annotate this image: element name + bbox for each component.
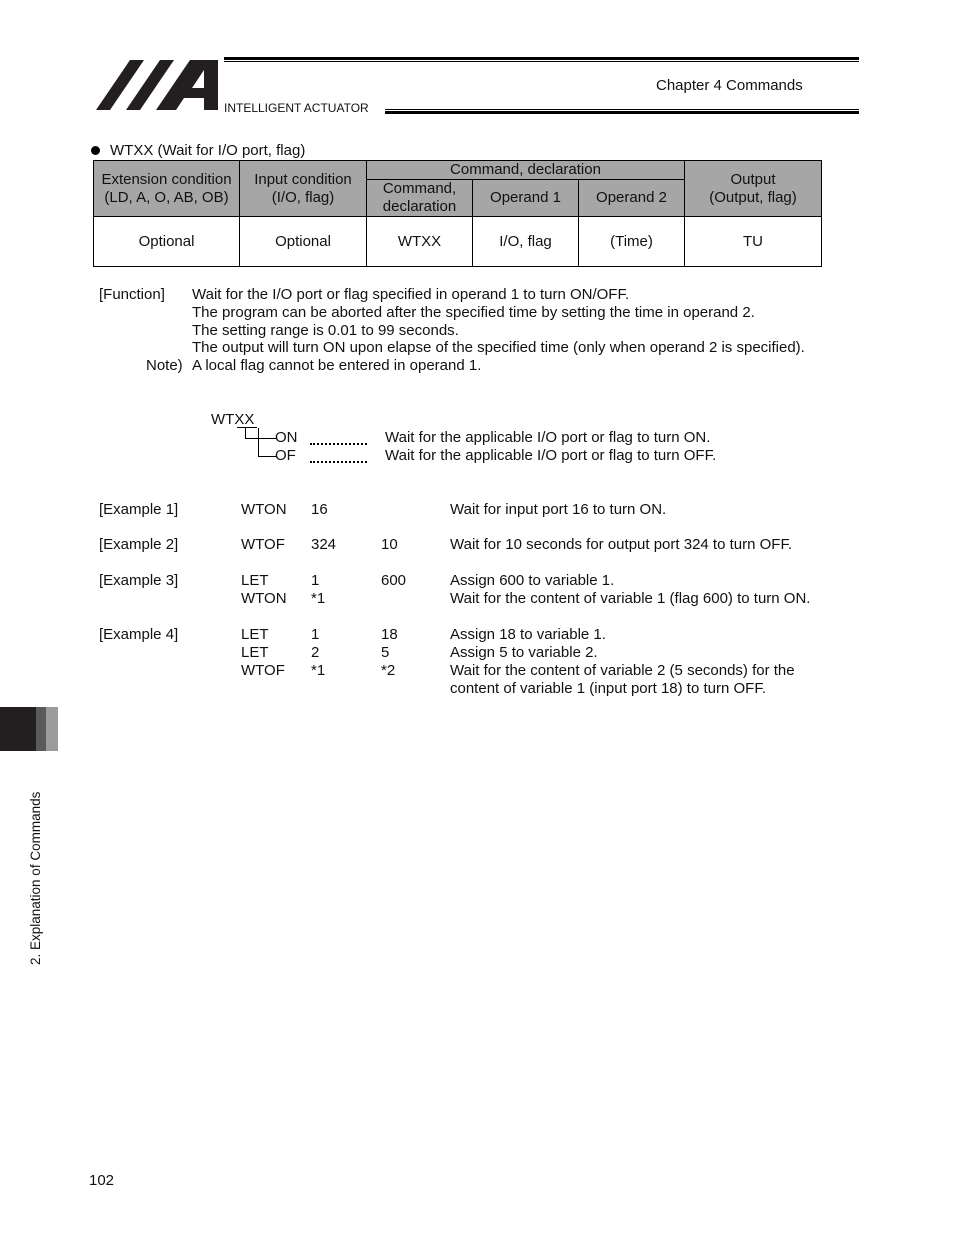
example-command: LET [241, 626, 269, 643]
example-operand-1: 1 [311, 626, 320, 643]
diagram-root: WTXX [211, 411, 255, 428]
example-operand-2: 600 [381, 572, 407, 589]
function-line: The program can be aborted after the specified time by setting the time in operand 2. [192, 304, 755, 321]
side-tab-block [0, 707, 36, 751]
header-extension-condition: Extension condition (LD, A, O, AB, OB) [94, 161, 240, 217]
branch-code-on: ON [275, 429, 298, 446]
cell-command: WTXX [367, 217, 473, 267]
example-description: Wait for the content of variable 1 (flag 600) to turn ON. [450, 590, 811, 607]
example-label: [Example 1] [99, 501, 179, 518]
cell-output: TU [685, 217, 822, 267]
example-command: WTOF [241, 662, 285, 679]
header-command-group: Command, declaration [367, 161, 685, 180]
example-label: [Example 3] [99, 572, 179, 589]
example-command: WTOF [241, 536, 285, 553]
example-operand-1: 2 [311, 644, 320, 661]
header-rule-bottom [385, 111, 859, 114]
header-rule-bottom-thin [385, 109, 859, 110]
example-description: content of variable 1 (input port 18) to turn OFF. [450, 680, 766, 697]
example-operand-1: 1 [311, 572, 320, 589]
bullet-icon [91, 146, 100, 155]
header-operand-2: Operand 2 [579, 180, 685, 217]
command-table [93, 160, 822, 267]
branch-connector [258, 428, 276, 457]
example-operand-1: 324 [311, 536, 337, 553]
example-operand-2: 5 [381, 644, 390, 661]
header-rule-top-thin [224, 61, 859, 62]
note-label: Note) [146, 357, 183, 374]
example-description: Assign 5 to variable 2. [450, 644, 598, 661]
example-label: [Example 2] [99, 536, 179, 553]
leader-dots [310, 443, 367, 445]
example-description: Wait for input port 16 to turn ON. [450, 501, 667, 518]
branch-desc-of: Wait for the applicable I/O port or flag to turn OFF. [385, 447, 717, 464]
example-description: Assign 600 to variable 1. [450, 572, 615, 589]
example-command: LET [241, 572, 269, 589]
brand-name: INTELLIGENT ACTUATOR [224, 101, 369, 115]
header-operand-1: Operand 1 [473, 180, 579, 217]
chapter-title: Chapter 4 Commands [656, 77, 803, 94]
example-operand-1: *1 [311, 590, 326, 607]
example-description: Wait for 10 seconds for output port 324 to turn OFF. [450, 536, 793, 553]
cell-extension: Optional [94, 217, 240, 267]
example-command: LET [241, 644, 269, 661]
header-output: Output (Output, flag) [685, 161, 822, 217]
header-rule-top [224, 57, 859, 60]
page-number: 102 [89, 1172, 115, 1189]
cell-operand-1: I/O, flag [473, 217, 579, 267]
example-operand-1: *1 [311, 662, 326, 679]
example-label: [Example 4] [99, 626, 179, 643]
iai-logo [96, 58, 220, 112]
cell-operand-2: (Time) [579, 217, 685, 267]
header-input-condition: Input condition (I/O, flag) [240, 161, 367, 217]
leader-dots [310, 461, 367, 463]
side-tab-label: 2. Explanation of Commands [28, 791, 43, 965]
example-command: WTON [241, 590, 287, 607]
header-command: Command, declaration [367, 180, 473, 217]
cell-input: Optional [240, 217, 367, 267]
example-operand-1: 16 [311, 501, 328, 518]
example-operand-2: 10 [381, 536, 398, 553]
function-line: The output will turn ON upon elapse of the specified time (only when operand 2 is specified). [192, 339, 805, 356]
example-description: Wait for the content of variable 2 (5 seconds) for the [450, 662, 795, 679]
side-tab-block [46, 707, 58, 751]
side-tab-block [36, 707, 46, 751]
function-line: Wait for the I/O port or flag specified in operand 1 to turn ON/OFF. [192, 286, 630, 303]
example-command: WTON [241, 501, 287, 518]
branch-code-of: OF [275, 447, 296, 464]
example-operand-2: 18 [381, 626, 398, 643]
example-description: Assign 18 to variable 1. [450, 626, 606, 643]
function-label: [Function] [99, 286, 165, 303]
section-title: WTXX (Wait for I/O port, flag) [110, 142, 306, 159]
note-text: A local flag cannot be entered in operand 1. [192, 357, 482, 374]
function-line: The setting range is 0.01 to 99 seconds. [192, 322, 459, 339]
branch-desc-on: Wait for the applicable I/O port or flag to turn ON. [385, 429, 711, 446]
example-operand-2: *2 [381, 662, 396, 679]
